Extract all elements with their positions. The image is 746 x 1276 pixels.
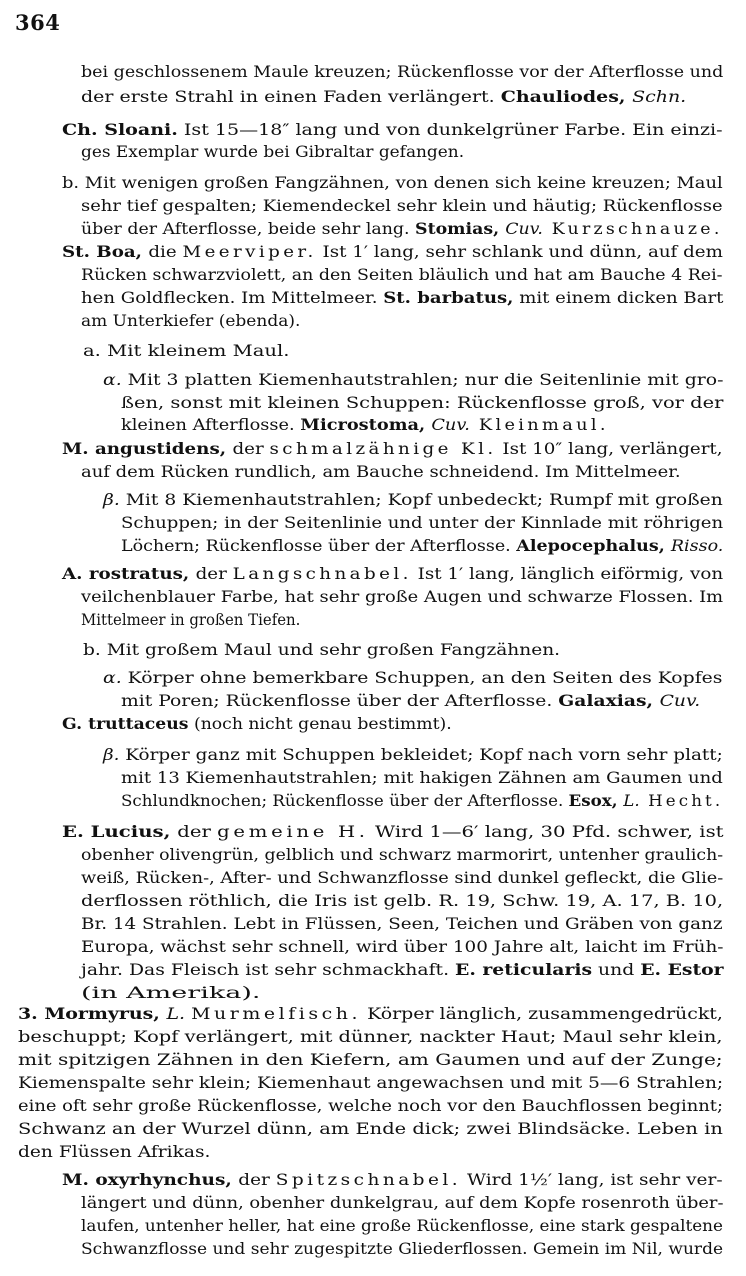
text-segment: mit Poren; Rückenflosse über der Afterflosse. [121,691,559,710]
text-segment: Ist 15—18″ lang und von dunkelgrüner Farbe. Ein einzi- [177,120,723,139]
text-line [18,1003,723,1025]
page-number: 364 [15,10,61,35]
text-segment: Schwanz an der Wurzel dünn, am Ende dick; zwei Blindsäcke. Leben in [18,1119,723,1138]
text-segment: und [592,960,641,979]
text-segment: Risso. [670,536,724,555]
text-segment: Europa, wächst sehr schnell, wird über 100 Jahre alt, laicht im Früh- [81,937,724,956]
text-segment: mit spitzigen Zähnen in den Kiefern, am Gaumen und auf der Zunge; [18,1050,723,1069]
text-segment: schmalzähnige Kl. [269,439,497,458]
text-segment: Hecht. [639,791,724,810]
text-segment: Microstoma, [300,415,432,434]
text-segment: der [238,1170,276,1189]
text-segment: laufen, untenher heller, hat eine große Rückenflosse, eine stark gespaltene [81,1216,723,1235]
text-segment: Schlundknochen; Rückenflosse über der Afterflosse. [121,791,569,810]
text-segment: gemeine H. [217,822,369,841]
text-line [81,287,723,309]
text-line [81,867,723,889]
text-segment: Ist 1′ lang, länglich eiförmig, von [411,564,724,583]
text-segment: Stomias, [415,219,506,238]
text-segment: M. oxyrhynchus, [62,1170,239,1189]
text-segment: veilchenblauer Farbe, hat sehr große Augen und schwarze Flossen. Im [81,587,724,606]
text-segment: Cuv. [431,415,470,434]
text-segment: den Flüssen Afrikas. [18,1142,211,1161]
text-segment: auf dem Rücken rundlich, am Bauche schneidend. Im Mittelmeer. [81,462,681,481]
text-segment: eine oft sehr große Rückenflosse, welche noch vor den Bauchflossen beginnt; [18,1096,723,1115]
text-line [81,141,464,163]
text-segment: Meerviper. [182,242,317,261]
text-line [81,264,723,286]
text-line [81,310,300,332]
text-segment: Ch. Sloani. [62,120,178,139]
text-line [81,1238,723,1260]
text-line [62,241,723,263]
text-line [18,1049,723,1071]
text-segment: ges Exemplar wurde bei Gibraltar gefangen. [81,142,465,161]
text-segment: der [232,439,270,458]
text-segment: Wird 1½′ lang, ist sehr ver- [461,1170,723,1189]
text-segment: Esox, [568,791,624,810]
text-segment: E. Lucius, [62,822,178,841]
text-segment: Langschnabel. [232,564,412,583]
text-line [81,461,681,483]
text-segment: mit 13 Kiemenhautstrahlen; mit hakigen Zähnen am Gaumen und [121,768,723,787]
text-line [121,512,723,534]
text-segment: obenher olivengrün, gelblich und schwarz marmorirt, untenher graulich- [81,845,724,864]
text-segment: Schuppen; in der Seitenlinie und unter der Kinnlade mit röhrigen [121,513,724,532]
text-line [81,982,260,1004]
text-segment: Murmelfisch. [191,1004,362,1023]
text-segment: Kurzschnauze. [542,219,723,238]
text-segment: β. [103,490,120,509]
text-segment: α. [103,370,122,389]
text-segment: a. Mit kleinem Maul. [83,341,290,360]
text-segment: Körper länglich, zusammengedrückt, [361,1004,723,1023]
text-segment: G. truttaceus [62,714,189,733]
text-segment: α. [103,668,122,687]
text-line [103,744,723,766]
text-segment: Br. 14 Strahlen. Lebt in Flüssen, Seen, Teichen und Gräben von ganz [81,914,723,933]
text-line [62,438,723,460]
text-segment: Ist 10″ lang, verlängert, [496,439,723,458]
text-line [81,586,723,608]
text-segment: M. angustidens, [62,439,233,458]
text-segment: jahr. Das Fleisch ist sehr schmackhaft. [81,960,456,979]
text-line [18,1118,723,1140]
text-segment: Körper ganz mit Schuppen bekleidet; Kopf nach vorn sehr platt; [119,745,723,764]
text-segment: ßen, sonst mit kleinen Schuppen: Rückenflosse groß, vor der [121,393,724,412]
text-segment: Schwanzflosse und sehr zugespitzte Gliederflossen. Gemein im Nil, wurde [81,1239,724,1258]
text-segment: Kleinmaul. [469,415,609,434]
text-segment: Schn. [632,87,687,106]
text-segment: die [148,242,183,261]
text-line [62,563,723,585]
text-segment: weiß, Rücken-, After- und Schwanzflosse sind dunkel gefleckt, die Glie- [81,868,724,887]
text-line [121,690,700,712]
text-line [121,535,723,557]
text-segment: am Unterkiefer (ebenda). [81,311,301,330]
text-line [18,1026,723,1048]
text-segment: (noch nicht genau bestimmt). [188,714,452,733]
text-segment: kleinen Afterflosse. [121,415,301,434]
text-line [121,414,609,436]
text-line [81,1215,723,1237]
text-line [103,667,722,689]
text-segment: Galaxias, [558,691,660,710]
text-line [81,959,724,981]
text-segment: Wird 1—6′ lang, 30 Pfd. schwer, ist [368,822,724,841]
text-segment: E. Estor [640,960,724,979]
text-segment: Chauliodes, [500,87,633,106]
text-segment: beschuppt; Kopf verlängert, mit dünner, nackter Haut; Maul sehr klein, [18,1027,723,1046]
text-line [18,1141,210,1163]
text-segment: Cuv. [505,219,543,238]
text-segment: L. [166,1004,186,1023]
text-line [121,790,723,812]
text-line [81,890,723,912]
text-segment: Spitzschnabel. [275,1170,462,1189]
text-segment: b. Mit großem Maul und sehr großen Fangzähnen. [83,640,561,659]
text-line [62,1169,723,1191]
text-line [103,489,723,511]
text-line [121,767,723,789]
text-line [81,609,300,631]
text-segment: St. Boa, [62,242,149,261]
text-segment: b. Mit wenigen großen Fangzähnen, von denen sich keine kreuzen; Maul [62,173,723,192]
text-segment: β. [103,745,120,764]
text-segment: Ist 1′ lang, sehr schlank und dünn, auf dem [316,242,723,261]
text-line [62,713,452,735]
text-segment: Kiemenspalte sehr klein; Kiemenhaut angewachsen und mit 5—6 Strahlen; [18,1073,724,1092]
text-line [18,1095,723,1117]
text-segment: Mit 3 platten Kiemenhautstrahlen; nur die Seitenlinie mit gro- [121,370,724,389]
text-segment: (in Amerika). [81,983,261,1002]
text-segment: bei geschlossenem Maule kreuzen; Rückenflosse vor der Afterflosse und [81,62,724,81]
text-line [81,218,723,240]
text-line [83,340,290,362]
text-segment: der [177,822,218,841]
text-line [83,639,560,661]
text-segment: der erste Strahl in einen Faden verlängert. [81,87,501,106]
text-line [62,821,724,843]
text-line [81,61,723,83]
text-segment: der [195,564,233,583]
text-segment: Mittelmeer in großen Tiefen. [81,610,301,629]
text-line [81,1192,723,1214]
text-segment: 3. Mormyrus, [18,1004,167,1023]
text-segment: mit einem dicken Bart [513,288,724,307]
text-segment: derflossen röthlich, die Iris ist gelb. R. 19, Schw. 19, A. 17, B. 10, [81,891,724,910]
text-segment: Löchern; Rückenflosse über der Afterflosse. [121,536,517,555]
text-segment: E. reticularis [455,960,593,979]
text-segment: Cuv. [659,691,701,710]
text-segment: St. barbatus, [383,288,514,307]
text-line [81,844,723,866]
text-line [81,936,723,958]
text-segment: L. [623,791,640,810]
text-segment: sehr tief gespalten; Kiemendeckel sehr klein und häutig; Rückenflosse [81,196,723,215]
text-line [103,369,723,391]
text-line [81,913,722,935]
text-segment: Rücken schwarzviolett, an den Seiten bläulich und hat am Bauche 4 Rei- [81,265,723,284]
text-line [121,392,723,414]
text-segment: Alepocephalus, [516,536,671,555]
text-segment: hen Goldflecken. Im Mittelmeer. [81,288,384,307]
text-segment: längert und dünn, obenher dunkelgrau, auf dem Kopfe rosenroth über- [81,1193,724,1212]
text-line [81,86,686,108]
text-segment: Körper ohne bemerkbare Schuppen, an den Seiten des Kopfes [121,668,723,687]
text-segment: Mit 8 Kiemenhautstrahlen; Kopf unbedeckt; Rumpf mit großen [119,490,723,509]
text-line [18,1072,723,1094]
text-segment: über der Afterflosse, beide sehr lang. [81,219,416,238]
text-line [81,195,723,217]
text-segment: A. rostratus, [62,564,196,583]
text-line [62,119,723,141]
text-line [62,172,723,194]
